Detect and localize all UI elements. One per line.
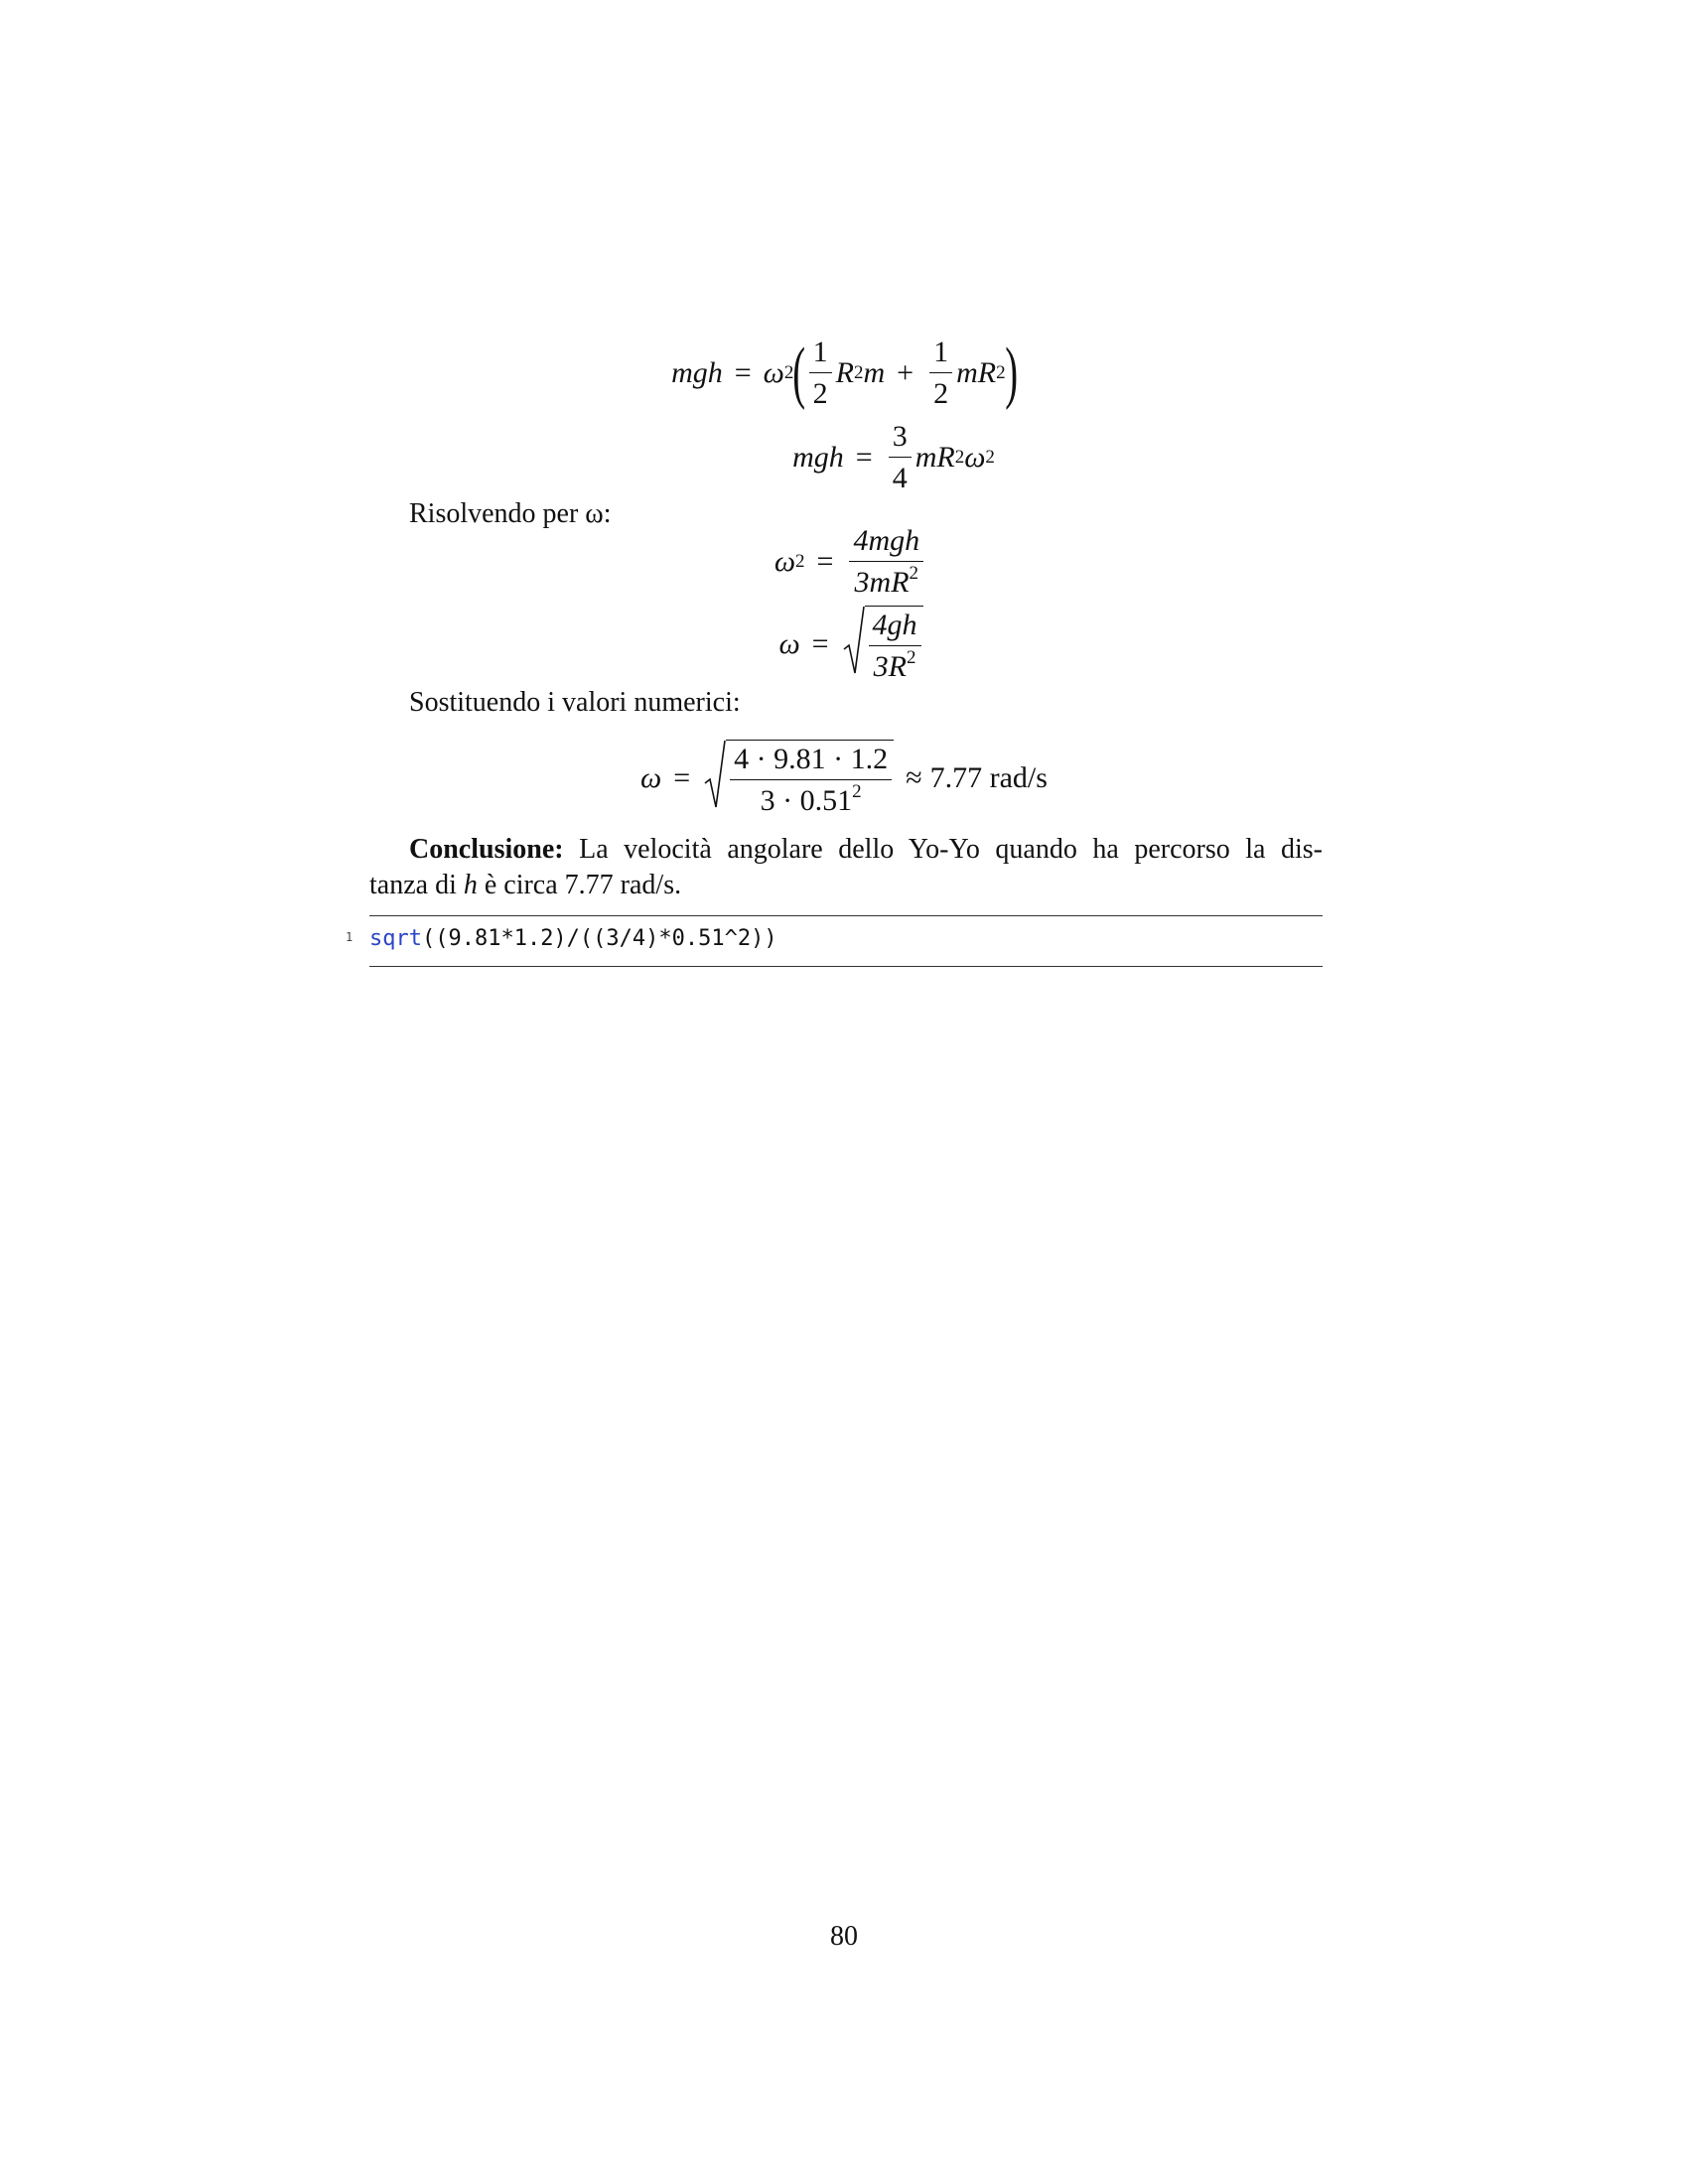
square-root: $\frac{4gh}{3R^2}$ (843, 606, 923, 682)
right-paren: ) (1004, 335, 1018, 411)
equation-omega-squared: ω 2 = $\frac{\text{4mgh}}{3mR^2}$ (0, 526, 1688, 598)
fraction-omega-squared: $\frac{\text{4mgh}}{3mR^2}$ (849, 526, 923, 598)
page-number: 80 (830, 1921, 858, 1952)
fraction-half-2: $\frac{1}{2}$ (929, 338, 952, 409)
line-number: 1 (346, 930, 353, 944)
equation-energy-balance: mgh = ω 2 ( $\frac{1}{2}$ R 2 m + $\frac{1}{2}$ m R 2 ) (671, 335, 1018, 411)
equation-simplified: mgh = $\frac{3}{4}$ mR 2 ω 2 (792, 420, 995, 494)
code-line: sqrt((9.81*1.2)/((3/4)*0.51^2)) (369, 926, 777, 951)
equation-numeric: ω = $\frac{4 \cdot 9.81 \cdot 1.2}{3 \cdot 0.51^2}$ ≈ 7.77 rad/s (0, 740, 1688, 816)
left-paren: ( (792, 335, 806, 411)
solving-text: Risolvendo per ω: (409, 498, 612, 529)
square-root-numeric: $\frac{4 \cdot 9.81 \cdot 1.2}{3 \cdot 0.51^2}$ (704, 740, 894, 816)
code-listing (346, 915, 1323, 967)
equation-omega-root: ω = $\frac{4gh}{3R^2}$ (0, 606, 1688, 682)
fraction-three-quarters: $\frac{3}{4}$ (889, 422, 912, 493)
conclusion-paragraph: Conclusione: La velocità angolare dello Yo-Yo quando ha percorso la dis- tanza di h è circa 7.77 rad/s. (369, 834, 1323, 900)
substituting-text: Sostituendo i valori numerici: (409, 687, 741, 718)
fraction-half: $\frac{1}{2}$ (809, 338, 832, 409)
